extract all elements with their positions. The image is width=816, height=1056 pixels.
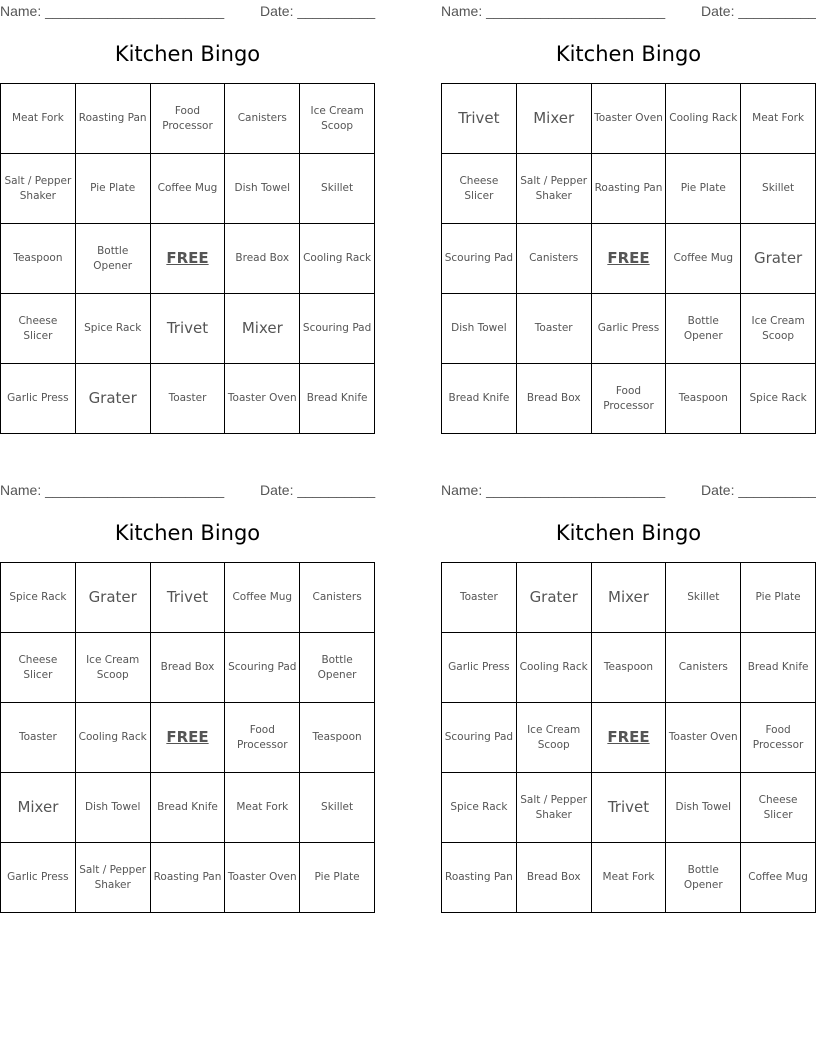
grid-row	[1, 294, 375, 364]
bingo-cell[interactable]: Bottle Opener	[75, 224, 150, 294]
name-date-line	[441, 479, 816, 501]
bingo-cell[interactable]: Toaster	[150, 364, 225, 434]
bingo-cell[interactable]: Scouring Pad	[442, 703, 517, 773]
bingo-cell[interactable]: Food Processor	[741, 703, 816, 773]
card-title: Kitchen Bingo	[555, 42, 702, 66]
grid-row	[442, 773, 816, 843]
bingo-cell[interactable]: Cooling Rack	[300, 224, 375, 294]
bingo-cell[interactable]: Ice Cream Scoop	[75, 633, 150, 703]
date-field[interactable]: Date: __________	[701, 482, 816, 498]
bingo-cell[interactable]: Bread Knife	[442, 364, 517, 434]
bingo-cell[interactable]: Pie Plate	[75, 154, 150, 224]
bingo-cell[interactable]: Toaster Oven	[225, 843, 300, 913]
bingo-cell[interactable]: Teaspoon	[591, 633, 666, 703]
bingo-cell[interactable]: Garlic Press	[1, 843, 76, 913]
bingo-cell[interactable]: Toaster	[442, 563, 517, 633]
bingo-cell[interactable]: Bottle Opener	[666, 843, 741, 913]
bingo-cell[interactable]: Trivet	[591, 773, 666, 843]
grid-row	[442, 563, 816, 633]
bingo-cell[interactable]: Toaster	[516, 294, 591, 364]
bingo-cell[interactable]: Toaster Oven	[666, 703, 741, 773]
bingo-cell[interactable]: Bread Knife	[300, 364, 375, 434]
bingo-cell[interactable]: Ice Cream Scoop	[516, 703, 591, 773]
bingo-cell[interactable]: Bread Box	[225, 224, 300, 294]
bingo-grid	[441, 83, 816, 434]
free-cell[interactable]: FREE	[150, 703, 225, 773]
free-cell[interactable]: FREE	[591, 224, 666, 294]
bingo-cell[interactable]: Bread Knife	[150, 773, 225, 843]
grid-row	[1, 703, 375, 773]
bingo-cell[interactable]: Canisters	[516, 224, 591, 294]
bingo-cell[interactable]: Garlic Press	[591, 294, 666, 364]
bingo-cell[interactable]: Bottle Opener	[300, 633, 375, 703]
bingo-cell[interactable]: Spice Rack	[442, 773, 517, 843]
bingo-cell[interactable]: Grater	[516, 563, 591, 633]
bingo-cell[interactable]: Skillet	[300, 154, 375, 224]
grid-row	[442, 843, 816, 913]
grid-row	[442, 364, 816, 434]
name-field[interactable]: Name: _______________________	[0, 482, 225, 498]
bingo-cell[interactable]: Cheese Slicer	[1, 294, 76, 364]
bingo-cell[interactable]: Mixer	[1, 773, 76, 843]
bingo-cell[interactable]: Cheese Slicer	[442, 154, 517, 224]
grid-row	[442, 224, 816, 294]
bingo-cell[interactable]: Trivet	[150, 294, 225, 364]
bingo-cell[interactable]: Skillet	[300, 773, 375, 843]
grid-row	[1, 563, 375, 633]
grid-row	[1, 224, 375, 294]
free-cell[interactable]: FREE	[150, 224, 225, 294]
bingo-cell[interactable]: Teaspoon	[1, 224, 76, 294]
bingo-cell[interactable]: Roasting Pan	[442, 843, 517, 913]
bingo-cell[interactable]: Mixer	[516, 84, 591, 154]
grid-row	[1, 633, 375, 703]
bingo-cell[interactable]: Canisters	[300, 563, 375, 633]
bingo-cell[interactable]: Canisters	[666, 633, 741, 703]
bingo-cell[interactable]: Spice Rack	[741, 364, 816, 434]
date-field[interactable]: Date: __________	[260, 3, 376, 19]
bingo-cell[interactable]: Pie Plate	[741, 563, 816, 633]
bingo-cell[interactable]: Grater	[75, 364, 150, 434]
bingo-grid	[0, 562, 375, 913]
bingo-cell[interactable]: Grater	[75, 563, 150, 633]
bingo-cell[interactable]: Spice Rack	[1, 563, 76, 633]
bingo-cell[interactable]: Meat Fork	[225, 773, 300, 843]
name-field[interactable]: Name: _______________________	[0, 3, 225, 19]
grid-row	[1, 154, 375, 224]
bingo-cell[interactable]: Toaster Oven	[225, 364, 300, 434]
bingo-cell[interactable]: Bread Box	[516, 843, 591, 913]
bingo-cell[interactable]: Teaspoon	[666, 364, 741, 434]
bingo-cell[interactable]: Skillet	[741, 154, 816, 224]
grid-row	[1, 843, 375, 913]
grid-row	[442, 633, 816, 703]
card-title: Kitchen Bingo	[114, 521, 261, 545]
bingo-cell[interactable]: Meat Fork	[741, 84, 816, 154]
bingo-cell[interactable]: Spice Rack	[75, 294, 150, 364]
bingo-grid	[441, 562, 816, 913]
bingo-cell[interactable]: Cooling Rack	[516, 633, 591, 703]
bingo-cell[interactable]: Salt / Pepper Shaker	[1, 154, 76, 224]
bingo-card-2	[441, 0, 816, 412]
grid-row	[1, 773, 375, 843]
bingo-cell[interactable]: Garlic Press	[442, 633, 517, 703]
bingo-cell[interactable]: Roasting Pan	[75, 84, 150, 154]
bingo-cell[interactable]: Cooling Rack	[75, 703, 150, 773]
grid-row	[442, 294, 816, 364]
bingo-cell[interactable]: Salt / Pepper Shaker	[516, 773, 591, 843]
bingo-cell[interactable]: Bread Box	[150, 633, 225, 703]
bingo-cell[interactable]: Canisters	[225, 84, 300, 154]
grid-row	[1, 364, 375, 434]
bingo-cell[interactable]: Grater	[741, 224, 816, 294]
bingo-cell[interactable]: Pie Plate	[666, 154, 741, 224]
bingo-card-3	[0, 479, 376, 891]
bingo-cell[interactable]: Food Processor	[591, 364, 666, 434]
bingo-cell[interactable]: Scouring Pad	[300, 294, 375, 364]
name-date-line	[0, 479, 375, 501]
bingo-cell[interactable]: Dish Towel	[442, 294, 517, 364]
card-title: Kitchen Bingo	[555, 521, 702, 545]
bingo-cell[interactable]: Toaster Oven	[591, 84, 666, 154]
free-cell[interactable]: FREE	[591, 703, 666, 773]
grid-row	[442, 154, 816, 224]
bingo-cell[interactable]: Roasting Pan	[150, 843, 225, 913]
card-title: Kitchen Bingo	[114, 42, 261, 66]
bingo-cell[interactable]: Coffee Mug	[741, 843, 816, 913]
bingo-cell[interactable]: Bread Knife	[741, 633, 816, 703]
bingo-cell[interactable]: Bottle Opener	[666, 294, 741, 364]
bingo-cell[interactable]: Food Processor	[150, 84, 225, 154]
bingo-cell[interactable]: Trivet	[442, 84, 517, 154]
bingo-cell[interactable]: Dish Towel	[225, 154, 300, 224]
bingo-cell[interactable]: Meat Fork	[591, 843, 666, 913]
bingo-cell[interactable]: Roasting Pan	[591, 154, 666, 224]
bingo-cell[interactable]: Dish Towel	[666, 773, 741, 843]
bingo-cell[interactable]: Dish Towel	[75, 773, 150, 843]
bingo-cell[interactable]: Cheese Slicer	[1, 633, 76, 703]
bingo-cell[interactable]: Bread Box	[516, 364, 591, 434]
bingo-cell[interactable]: Teaspoon	[300, 703, 375, 773]
bingo-cell[interactable]: Toaster	[1, 703, 76, 773]
bingo-cell[interactable]: Ice Cream Scoop	[741, 294, 816, 364]
grid-row	[442, 703, 816, 773]
bingo-cell[interactable]: Coffee Mug	[225, 563, 300, 633]
bingo-cell[interactable]: Cheese Slicer	[741, 773, 816, 843]
bingo-cell[interactable]: Salt / Pepper Shaker	[75, 843, 150, 913]
bingo-cell[interactable]: Scouring Pad	[442, 224, 517, 294]
bingo-cell[interactable]: Mixer	[591, 563, 666, 633]
grid-row	[1, 84, 375, 154]
name-field[interactable]: Name: _______________________	[441, 3, 666, 19]
date-field[interactable]: Date: __________	[260, 482, 376, 498]
bingo-cell[interactable]: Pie Plate	[300, 843, 375, 913]
grid-row	[442, 84, 816, 154]
bingo-card-4	[441, 479, 816, 891]
bingo-card-1	[0, 0, 376, 407]
bingo-cell[interactable]: Cooling Rack	[666, 84, 741, 154]
bingo-cell[interactable]: Skillet	[666, 563, 741, 633]
bingo-grid	[0, 83, 375, 434]
bingo-cell[interactable]: Coffee Mug	[150, 154, 225, 224]
name-date-line	[441, 0, 816, 22]
bingo-cell[interactable]: Mixer	[225, 294, 300, 364]
bingo-cell[interactable]: Trivet	[150, 563, 225, 633]
bingo-cell[interactable]: Scouring Pad	[225, 633, 300, 703]
bingo-cell[interactable]: Coffee Mug	[666, 224, 741, 294]
bingo-cell[interactable]: Salt / Pepper Shaker	[516, 154, 591, 224]
bingo-cell[interactable]: Garlic Press	[1, 364, 76, 434]
bingo-cell[interactable]: Meat Fork	[1, 84, 76, 154]
name-field[interactable]: Name: _______________________	[441, 482, 666, 498]
date-field[interactable]: Date: __________	[701, 3, 816, 19]
name-date-line	[0, 0, 375, 22]
bingo-cell[interactable]: Food Processor	[225, 703, 300, 773]
bingo-cell[interactable]: Ice Cream Scoop	[300, 84, 375, 154]
